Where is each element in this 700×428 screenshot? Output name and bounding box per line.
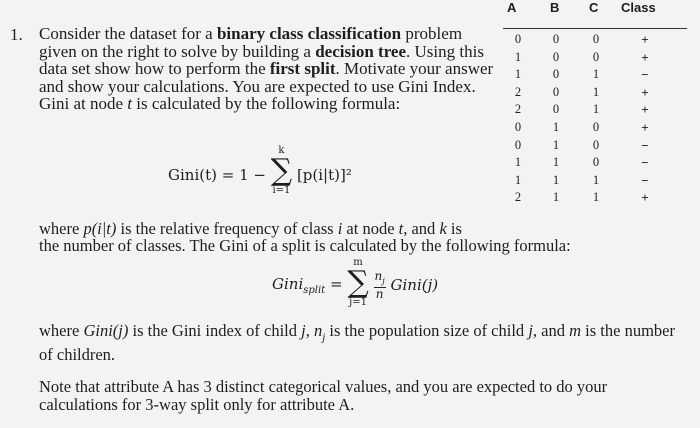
table-header-rule [503, 28, 687, 29]
attribute-cell: 2 [514, 190, 522, 205]
attribute-cell: 1 [514, 172, 522, 187]
header-class: Class [621, 0, 656, 15]
attribute-cell: 1 [552, 120, 560, 134]
text-segment: k [439, 219, 447, 238]
text-segment: first split [269, 59, 336, 79]
gini-sum-top: k [278, 145, 285, 156]
attribute-cell: 0 [514, 120, 522, 134]
text-line [39, 220, 571, 237]
text-segment: p(i|t) [83, 219, 117, 238]
question-number: 1. [10, 25, 23, 44]
gini-sum-bottom: i=1 [272, 185, 291, 196]
text-segment: . Using this [406, 41, 484, 61]
text-segment: is [446, 219, 462, 238]
text-line [39, 43, 493, 61]
attribute-cell: 0 [552, 32, 560, 46]
split-term: Gini(j) [390, 276, 439, 294]
text-segment: is calculated by the following formula: [132, 94, 401, 114]
text-segment: , and [403, 219, 440, 238]
text-segment: is the Gini index of child [128, 321, 302, 340]
text-segment: i [337, 219, 343, 238]
class-cell: − [641, 172, 649, 188]
text-segment: of children. [39, 345, 116, 365]
text-segment: binary class classification [216, 24, 402, 43]
attribute-cell: 0 [592, 32, 600, 46]
class-cell: + [641, 32, 649, 47]
text-segment: Gini at node [39, 94, 128, 114]
text-segment: m [569, 321, 582, 340]
header-b: B [550, 0, 560, 15]
text-segment: data set show how to perform the [39, 59, 270, 79]
text-segment: is the population size of child [325, 321, 529, 340]
text-segment: is the relative frequency of class [116, 219, 338, 238]
split-lhs-sub: split [303, 284, 326, 296]
class-cell: + [641, 49, 649, 65]
attribute-cell: 0 [552, 67, 560, 82]
text-segment: is the number [581, 321, 675, 340]
attribute-cell: 1 [592, 190, 600, 205]
attribute-cell: 0 [514, 137, 522, 152]
split-formula [272, 257, 439, 310]
class-cell: + [641, 84, 649, 100]
question-intro [39, 25, 493, 113]
split-sum-bottom: j=1 [349, 297, 367, 308]
note-line: Note that attribute A has 3 distinct categorical values, and you are expected to do your [39, 377, 608, 396]
split-eq: = [325, 274, 343, 293]
attribute-cell: 0 [592, 120, 600, 134]
text-line [39, 78, 493, 96]
note-line: calculations for 3-way split only for attribute A. [39, 395, 355, 414]
attribute-cell: 0 [552, 49, 560, 64]
header-a: A [507, 0, 517, 15]
attribute-cell: 1 [552, 172, 560, 187]
class-cell: − [641, 137, 649, 153]
class-cell: + [641, 120, 649, 135]
text-line [39, 95, 493, 113]
text-segment: given on the right to solve by building a [39, 41, 316, 61]
text-segment: where [39, 219, 84, 238]
text-segment: the number of classes. The Gini of a split is calculated by the following formula: [39, 236, 571, 255]
text-line [39, 60, 493, 78]
attribute-cell: 1 [552, 155, 560, 170]
gini-lhs: Gini(t) = 1 − [168, 166, 266, 184]
attribute-cell: 2 [514, 84, 522, 99]
attribute-cell: 2 [514, 102, 522, 117]
attribute-cell: 1 [592, 67, 600, 82]
text-segment: j [322, 331, 326, 344]
text-segment: j [528, 321, 533, 340]
text-line [39, 346, 675, 363]
attribute-cell: 1 [514, 67, 522, 82]
attribute-cell: 1 [552, 137, 560, 152]
text-segment: t [127, 94, 133, 114]
frac-num-sub: j [382, 276, 385, 286]
text-segment: at node [342, 219, 399, 238]
text-segment: j [301, 321, 306, 340]
attribute-cell: 1 [592, 84, 600, 99]
split-sum-top: m [353, 257, 363, 268]
attribute-cell: 0 [514, 32, 522, 46]
attribute-cell: 1 [592, 102, 600, 117]
text-segment: . Motivate your answer [335, 59, 494, 79]
class-cell: − [641, 67, 649, 83]
attribute-cell: 0 [552, 84, 560, 99]
text-segment: , and [532, 321, 570, 340]
text-segment: , [305, 321, 314, 340]
attribute-cell: 1 [592, 172, 600, 187]
sigma-icon: ∑ [347, 265, 369, 300]
attribute-cell: 1 [552, 190, 560, 205]
attribute-cell: 1 [514, 155, 522, 170]
note-text [39, 378, 607, 414]
text-segment: t [398, 219, 404, 238]
text-line [39, 237, 571, 254]
attribute-cell: 0 [552, 102, 560, 117]
gini-term: [p(i|t)]² [296, 166, 352, 184]
children-text [39, 322, 675, 363]
text-segment: Gini(j) [83, 321, 129, 340]
attribute-cell: 1 [514, 49, 522, 64]
text-segment: where [39, 321, 84, 340]
text-line [39, 322, 675, 346]
header-c: C [589, 0, 599, 15]
text-line [39, 25, 493, 43]
attribute-cell: 0 [592, 155, 600, 170]
class-cell: − [641, 155, 649, 171]
where-text [39, 220, 571, 254]
attribute-cell: 0 [592, 137, 600, 152]
class-cell: + [641, 190, 649, 206]
text-segment: decision tree [315, 41, 407, 61]
frac-num: n [374, 268, 383, 283]
sigma-icon: ∑ [270, 153, 293, 188]
text-segment: n [313, 321, 323, 340]
text-segment: Consider the dataset for a [39, 24, 217, 43]
frac-den: n [375, 287, 384, 302]
class-cell: + [641, 102, 649, 118]
text-segment: and show your calculations. You are expected to use Gini Index. [39, 76, 476, 96]
attribute-cell: 0 [592, 49, 600, 64]
text-segment: problem [401, 24, 463, 43]
split-lhs: Gini [272, 274, 304, 293]
gini-formula [168, 145, 352, 200]
